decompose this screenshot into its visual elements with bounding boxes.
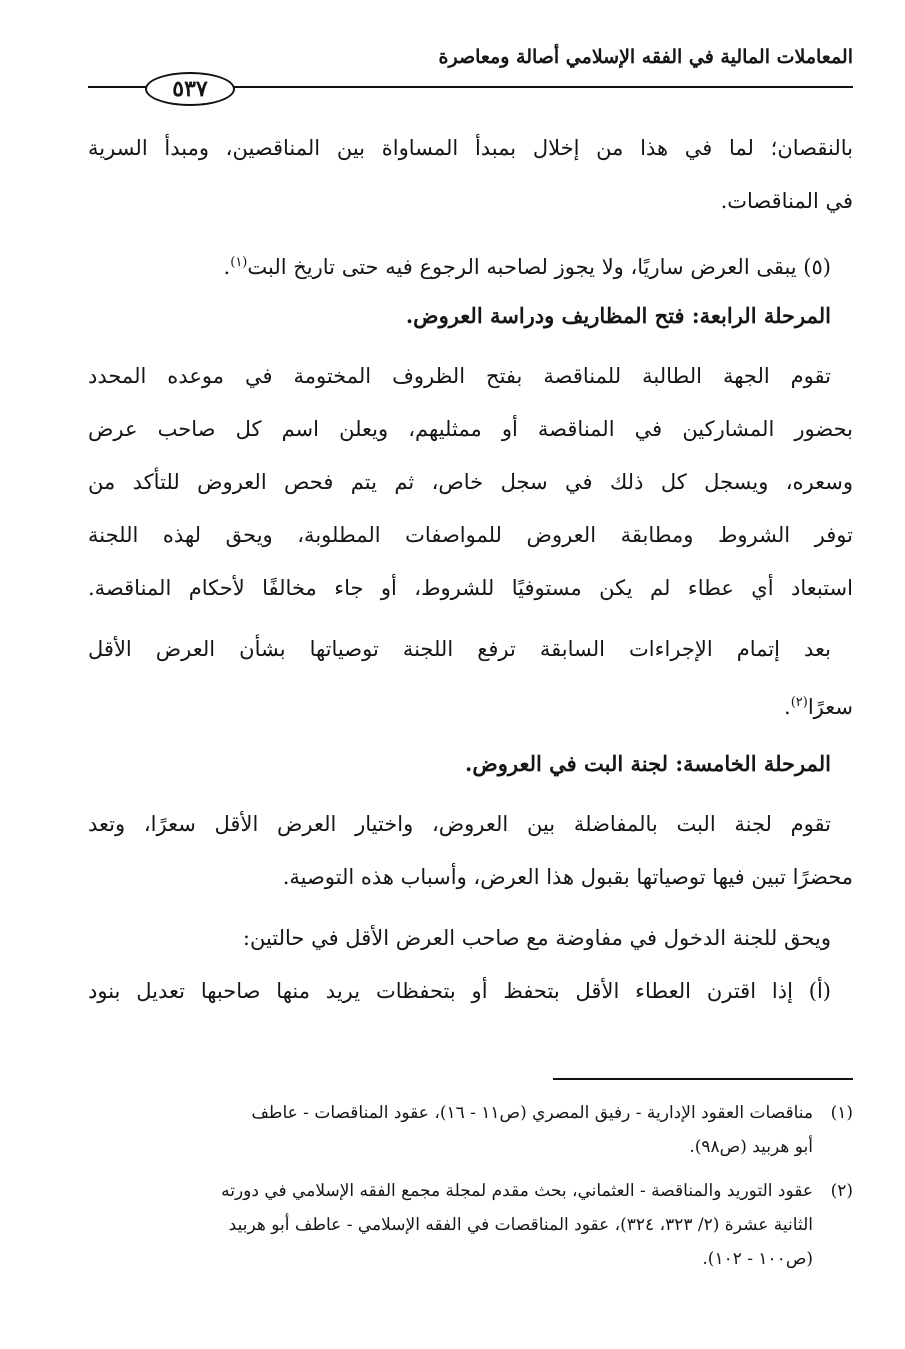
punctuation: . [223,255,231,279]
footnote-ref-1[interactable]: (١) [230,255,248,270]
footnote-text: مناقصات العقود الإدارية - رفيق المصري (ص١١ - ١٦)، عقود المناقصات - عاطف [251,1103,813,1123]
footnote-text: الثانية عشرة (٢/ ٣٢٣، ٣٢٤)، عقود المناقصات في الفقه الإسلامي - عاطف أبو هربيد [228,1215,813,1235]
footnote-2 [88,1174,853,1208]
footnotes [88,1096,853,1276]
paragraph-line [88,676,853,729]
punctuation: . [784,695,791,719]
footnote-number: (١) [830,1103,853,1123]
running-title: المعاملات المالية في الفقه الإسلامي أصالة ومعاصرة [438,46,853,68]
section-heading-stage-4: المرحلة الرابعة: فتح المظاريف ودراسة العروض. [405,303,831,328]
paragraph-line: توفر الشروط ومطابقة العروض للمواصفات المطلوبة، ويحق لهذه اللجنة [88,523,853,547]
paragraph-line: في المناقصات. [720,189,853,213]
page-number: ٥٣٧ [145,72,235,106]
footnote-text: (ص١٠٠ - ١٠٢). [702,1249,813,1269]
list-item-5 [88,236,853,289]
footnote-text: أبو هربيد (ص٩٨). [689,1137,813,1157]
paragraph-line: ويحق للجنة الدخول في مفاوضة مع صاحب العرض الأقل في حالتين: [242,926,831,950]
list-item-text: (٥) يبقى العرض ساريًا، ولا يجوز لصاحبه الرجوع فيه حتى تاريخ البت [247,255,831,279]
main-text [88,122,853,1018]
footnote-text: عقود التوريد والمناقصة - العثماني، بحث مقدم لمجلة مجمع الفقه الإسلامي في دورته [221,1181,813,1201]
paragraph-text: سعرًا [807,695,853,719]
footnote-1 [88,1096,853,1130]
paragraph-line: وسعره، ويسجل كل ذلك في سجل خاص، ثم يتم فحص العروض للتأكد من [88,470,853,494]
paragraph-line: بالنقصان؛ لما في هذا من إخلال بمبدأ المساواة بين المناقصين، ومبدأ السرية [88,136,853,160]
section-heading-stage-5: المرحلة الخامسة: لجنة البت في العروض. [465,751,831,776]
paragraph-line: بعد إتمام الإجراءات السابقة ترفع اللجنة توصياتها بشأن العرض الأقل [88,637,831,661]
footnote-ref-2[interactable]: (٢) [790,695,808,710]
paragraph-line: استبعاد أي عطاء لم يكن مستوفيًا للشروط، أو جاء مخالفًا لأحكام المناقصة. [88,576,853,600]
list-item-a: (أ) إذا اقترن العطاء الأقل بتحفظ أو بتحفظات يريد منها صاحبها تعديل بنود [88,979,831,1003]
paragraph-line: محضرًا تبين فيها توصياتها بقبول هذا العرض، وأسباب هذه التوصية. [282,865,853,889]
paragraph-line: تقوم الجهة الطالبة للمناقصة بفتح الظروف المختومة في موعده المحدد [88,364,831,388]
footnote-rule [553,1078,853,1080]
paragraph-line: بحضور المشاركين في المناقصة أو ممثليهم، ويعلن اسم كل صاحب عرض [88,417,853,441]
footnote-number: (٢) [830,1181,853,1201]
paragraph-line: تقوم لجنة البت بالمفاضلة بين العروض، واختيار العرض الأقل سعرًا، وتعد [88,812,831,836]
